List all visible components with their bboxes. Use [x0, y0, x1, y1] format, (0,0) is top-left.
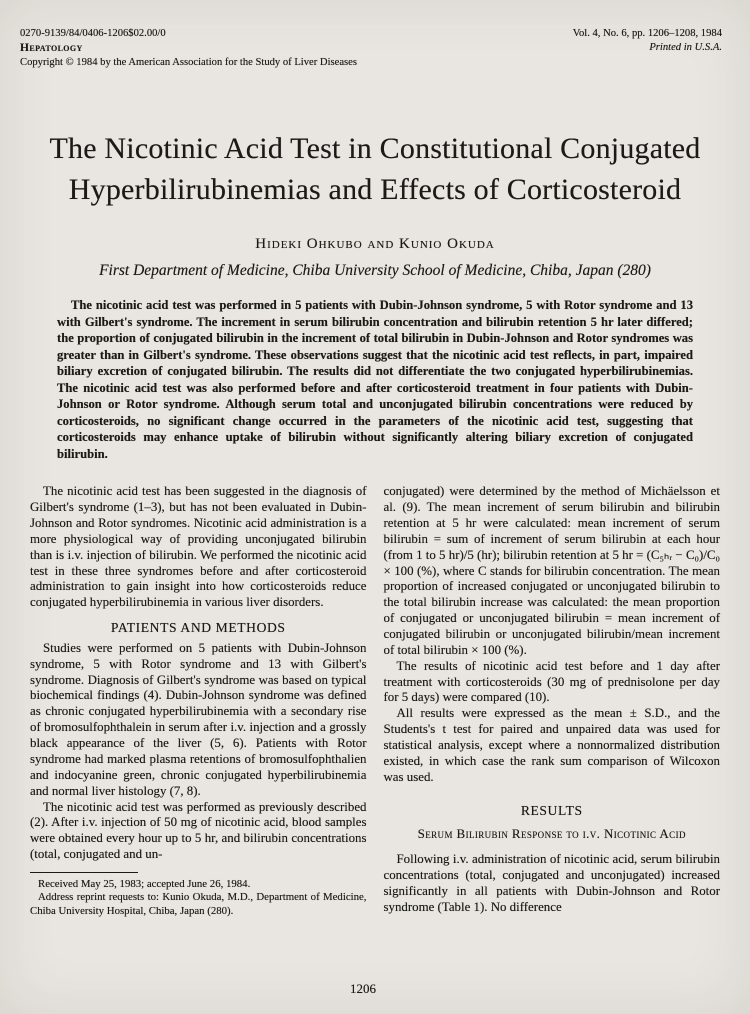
- footnote-block: [30, 872, 367, 918]
- authors-line: Hideki Ohkubo and Kunio Okuda: [255, 236, 495, 253]
- footnote-rule: [30, 872, 138, 873]
- journal-name: Hepatology: [20, 41, 83, 54]
- left-column: [30, 484, 367, 918]
- serum-bilirubin-subheading: Serum Bilirubin Response to i.v. Nicotinic Acid: [417, 826, 686, 842]
- fee-code: 0270-9139/84/0406-1206$02.00/0: [20, 28, 166, 39]
- body-columns: [30, 484, 720, 918]
- methods-paragraph-1: Studies were performed on 5 patients with Dubin-Johnson syndrome, 5 with Rotor syndrome and 13 with Gilbert's syndrome. Diagnosis of Gilbert's syndrome was based on typical biochemical findings (4). Dubin-Johnson syndrome was defined as chronic conjugated hyperbilirubinemia with a secondary rise of bromosulfophthalein in serum after i.v. injection and a grossly black appearance of the liver (5, 6). Patients with Rotor syndrome had marked plasma retentions of bromosulfophthalien and indocyanine green, chronic conjugated hyperbilirubinemia and normal liver histology (7, 8).: [30, 640, 367, 798]
- footnote-received: Received May 25, 1983; accepted June 26, 1984.: [38, 877, 251, 890]
- methods-paragraph-2: The nicotinic acid test was performed as previously described (2). After i.v. injection of 50 mg of nicotinic acid, blood samples were obtained every hour up to 5 hr, and bilirubin concentrations (total, conjugated and un-: [30, 799, 367, 862]
- methods-paragraph-3: conjugated) were determined by the method of Michäelsson et al. (9). The mean increment of serum bilirubin and bilirubin retention at 5 hr were calculated: mean increment of serum bilirubin = sum of increment of serum bilirubin at each hour (from 1 to 5 hr)/5 (hr); bilirubin retention at 5 hr = (C₅ₕᵣ − C₀)/C₀ × 100 (%), where C stands for bilirubin concentration. The mean proportion of increased conjugated or unconjugated bilirubin to the total bilirubin increase was calculated: the mean proportion of conjugated or unconjugated bilirubin = mean increment of conjugated bilirubin or unconjugated bilirubin/mean increment of total bilirubin × 100 (%).: [383, 484, 720, 657]
- footnote-reprints: Address reprint requests to: Kunio Okuda, M.D., Department of Medicine, Chiba University Hospital, Chiba, Japan (280).: [30, 891, 367, 917]
- copyright-line: Copyright © 1984 by the American Association for the Study of Liver Diseases: [20, 56, 357, 68]
- right-column: [384, 484, 721, 918]
- printed-in: Printed in U.S.A.: [649, 41, 722, 53]
- methods-paragraph-4: The results of nicotinic acid test before and 1 day after treatment with corticosteroids (30 mg of prednisolone per day for 5 days) were compared (10).: [383, 658, 720, 705]
- methods-paragraph-5: All results were expressed as the mean ± S.D., and the Students's t test for paired and unpaired data was used for statistical analysis, except where a nonnormalized distribution existed, in which case the rank sum comparison of Wilcoxon was used.: [383, 706, 720, 784]
- volume-info: Vol. 4, No. 6, pp. 1206–1208, 1984: [572, 28, 722, 39]
- results-paragraph-1: Following i.v. administration of nicotinic acid, serum bilirubin concentrations (total, conjugated and unconjugated) increased significantly in all patients with Dubin-Johnson and Rotor syndrome (Table 1). No difference: [383, 852, 720, 914]
- results-heading: RESULTS: [520, 802, 583, 818]
- page-number: 1206: [350, 981, 376, 996]
- masthead-left: [20, 27, 357, 69]
- article-title: The Nicotinic Acid Test in Constitutional Conjugated Hyperbilirubinemias and Effects of Corticosteroid: [49, 132, 701, 206]
- affiliation-line: First Department of Medicine, Chiba University School of Medicine, Chiba, Japan (280): [99, 262, 651, 280]
- masthead: [0, 0, 750, 69]
- abstract-paragraph: The nicotinic acid test was performed in 5 patients with Dubin-Johnson syndrome, 5 with Rotor syndrome and 13 with Gilbert's syndrome. The increment in serum bilirubin concentration and bilirubin retention 5 hr later differed; the proportion of conjugated bilirubin in the increment of total bilirubin in Dubin-Johnson and Rotor syndromes was greater than in Gilbert's syndrome. These observations suggest that the nicotinic acid test reflects, in part, impaired biliary excretion of conjugated bilirubin. The results did not differentiate the two conjugated hyperbilirubinemias. The nicotinic acid test was also performed before and after corticosteroid treatment in four patients with Dubin-Johnson or Rotor syndrome. Although serum total and unconjugated bilirubin concentrations were reduced by corticosteroids, no significant change occurred in the parameters of the nicotinic acid test, suggesting that corticosteroids may enhance uptake of bilirubin without significantly altering biliary excretion of conjugated bilirubin.: [57, 298, 693, 461]
- patients-methods-heading: PATIENTS AND METHODS: [110, 620, 286, 636]
- intro-paragraph: The nicotinic acid test has been suggested in the diagnosis of Gilbert's syndrome (1–3), but has not been evaluated in Dubin-Johnson and Rotor syndromes. Nicotinic acid administration is a more physiological way of providing unconjugated bilirubin than is i.v. injection of bilirubin. We performed the nicotinic acid test in these three syndromes before and after corticosteroid administration to gain insight into how corticosteroids reduce conjugated hyperbilirubinemia in various liver disorders.: [30, 484, 367, 610]
- masthead-right: [573, 27, 722, 55]
